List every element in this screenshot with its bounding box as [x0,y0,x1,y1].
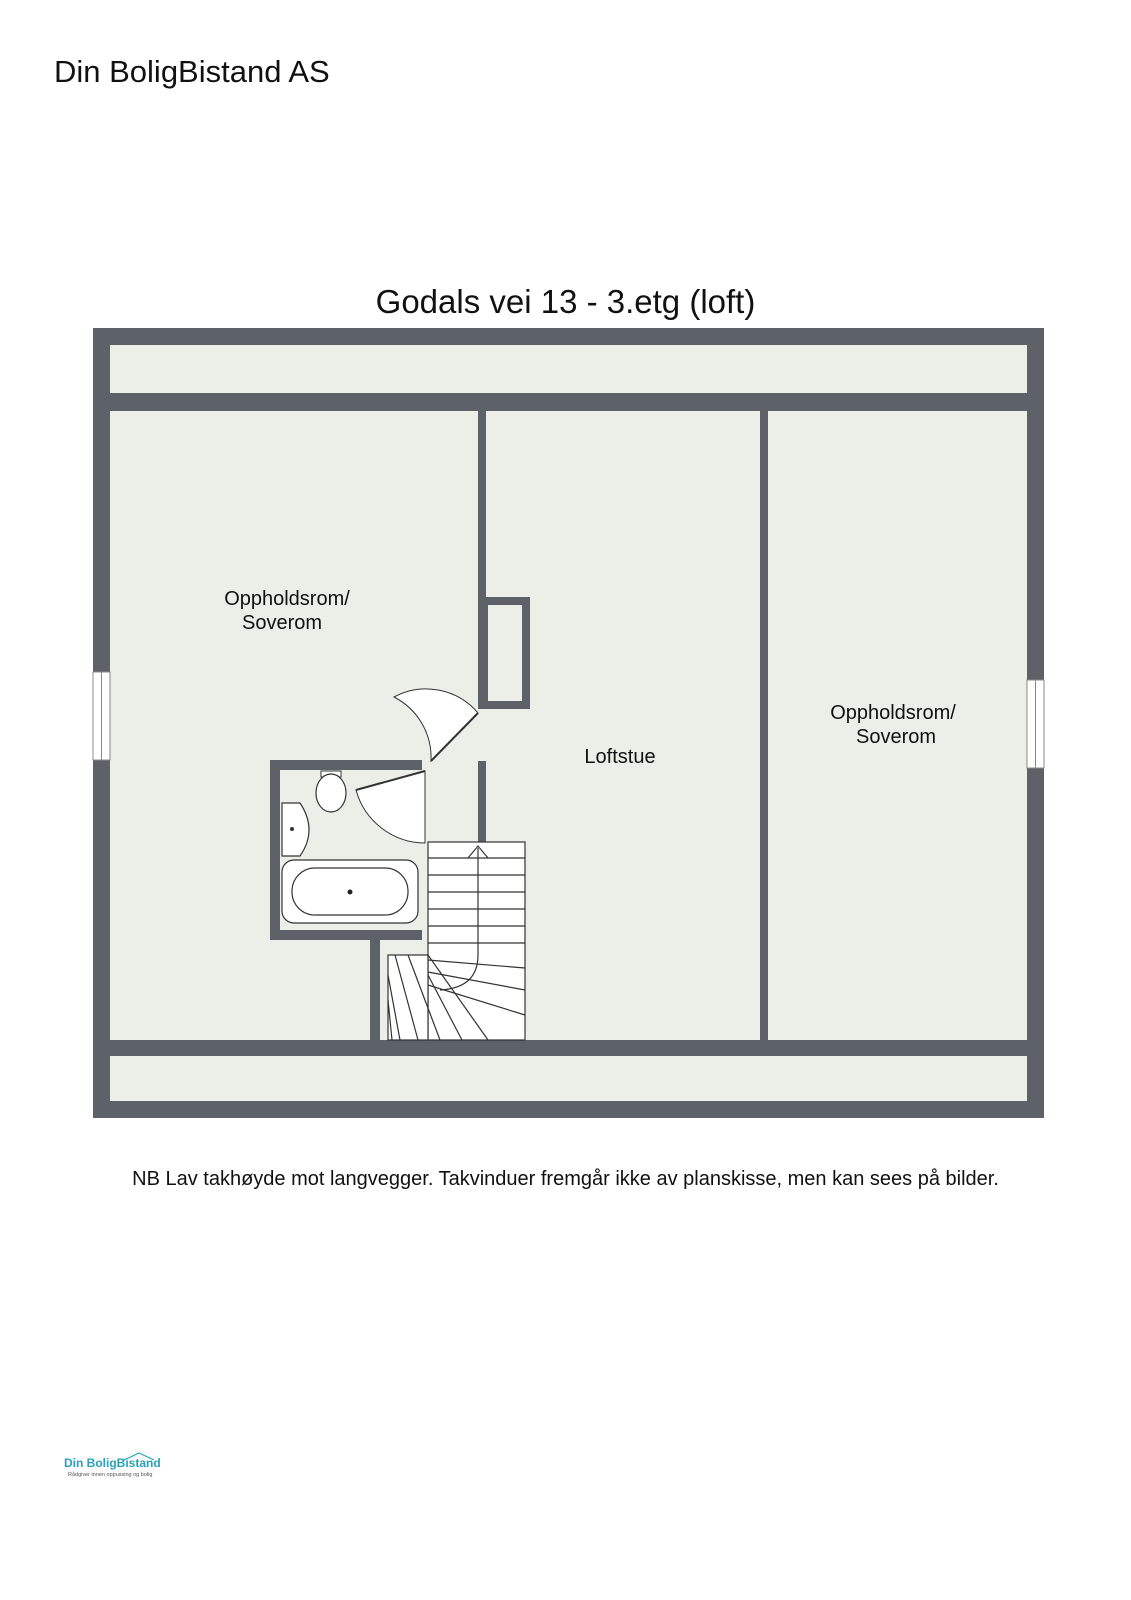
plan-title: Godals vei 13 - 3.etg (loft) [375,283,756,320]
chimney-inner [488,605,522,701]
left-room-label-line1: Oppholdsrom/ [224,588,350,610]
bathtub-drain [348,890,353,895]
center-room-label: Loftstue [584,746,656,768]
toilet-icon [316,774,346,812]
logo-name: Din BoligBistand [64,1456,161,1470]
wall-stub [370,940,380,1040]
upper-attic-strip [110,345,1027,393]
center-room-floor [486,411,760,1040]
sink-icon [282,803,309,856]
right-room-label-line1: Oppholdsrom/ [830,702,956,724]
company-name: Din BoligBistand AS [54,54,330,89]
right-room-label-line2: Soverom [855,726,937,748]
left-room-label-line2: Soverom [241,612,323,634]
company-logo [64,1452,164,1488]
lower-attic-strip [110,1056,1027,1101]
sink-drain [290,827,294,831]
logo-tagline: Rådgiver innen oppussing og bolig [68,1472,153,1478]
plan-note: NB Lav takhøyde mot langvegger. Takvinduer fremgår ikke av planskisse, men kan sees på bilder. [132,1168,999,1190]
